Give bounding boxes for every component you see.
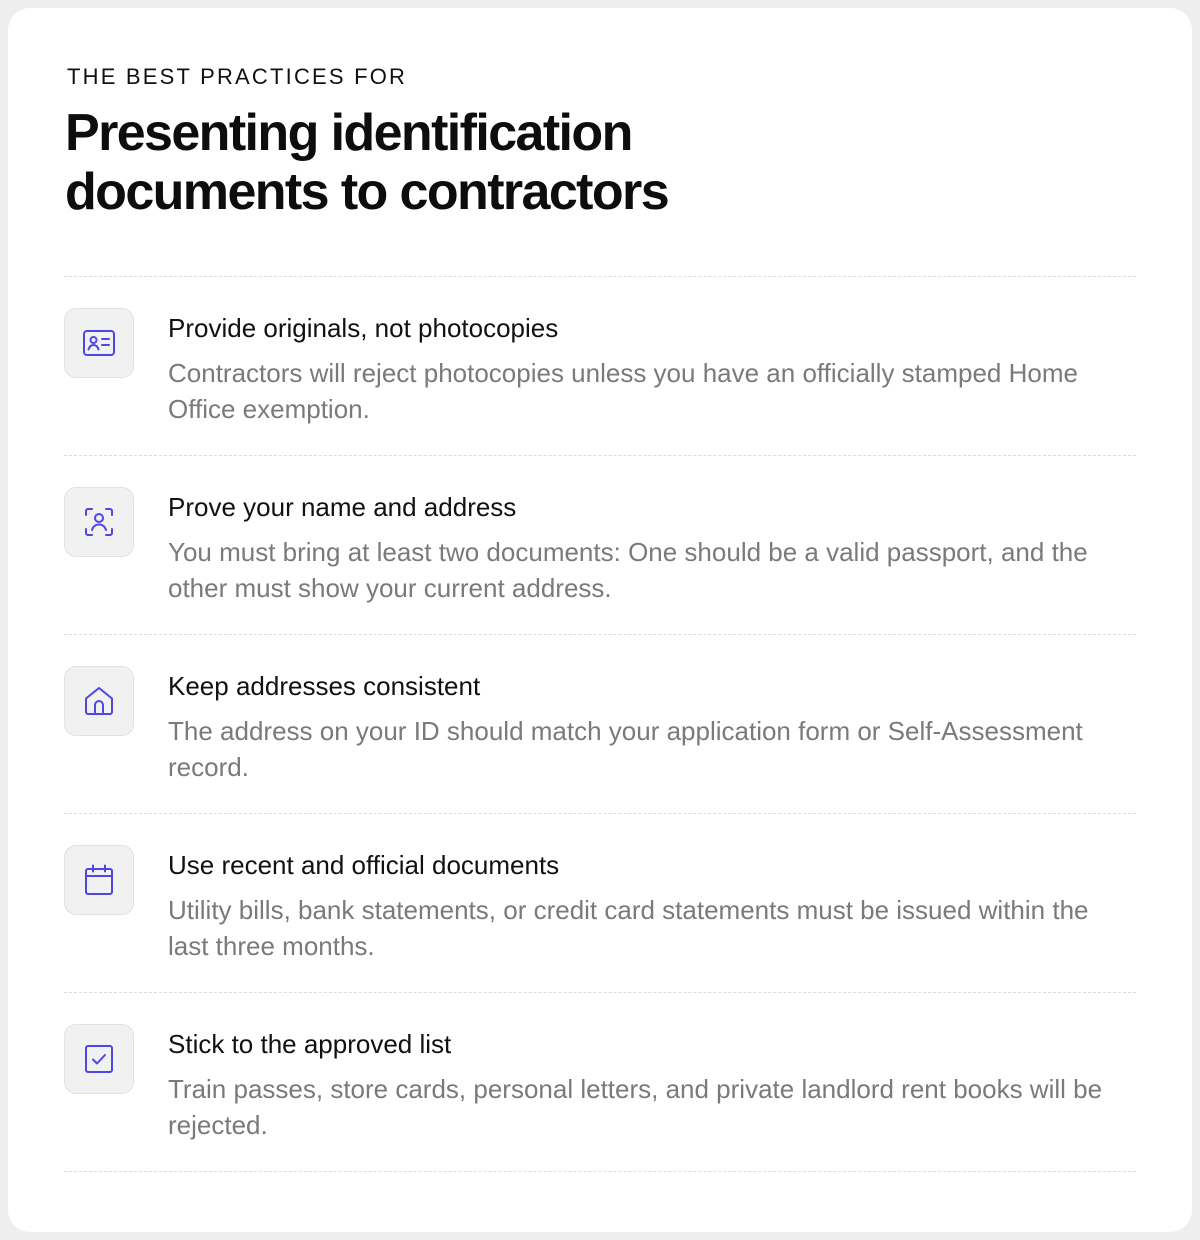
item-description: The address on your ID should match your application form or Self-Assessment record. (168, 716, 1083, 782)
item-title: Keep addresses consistent (168, 671, 481, 701)
list-item (64, 993, 1136, 1172)
list-item (64, 456, 1136, 635)
eyebrow-label: THE BEST PRACTICES FOR (67, 64, 408, 89)
item-title: Stick to the approved list (168, 1029, 452, 1059)
list-item (64, 277, 1136, 456)
practices-list (64, 276, 1136, 1172)
page-title: Presenting identification documents to contractors (65, 104, 669, 221)
item-description: You must bring at least two documents: One should be a valid passport, and the other must show your current address. (168, 537, 1088, 603)
item-description: Train passes, store cards, personal letters, and private landlord rent books will be rejected. (168, 1074, 1103, 1140)
item-title: Provide originals, not photocopies (168, 313, 559, 343)
list-item (64, 814, 1136, 993)
list-item (64, 635, 1136, 814)
user-scan-icon (64, 487, 134, 557)
item-description: Utility bills, bank statements, or credit card statements must be issued within the last three months. (168, 895, 1089, 961)
item-title: Use recent and official documents (168, 850, 560, 880)
calendar-icon (64, 845, 134, 915)
id-card-icon (64, 308, 134, 378)
checkbox-icon (64, 1024, 134, 1094)
home-icon (64, 666, 134, 736)
item-description: Contractors will reject photocopies unless you have an officially stamped Home Office exemption. (168, 358, 1078, 424)
practices-card (8, 8, 1192, 1232)
item-title: Prove your name and address (168, 492, 517, 522)
